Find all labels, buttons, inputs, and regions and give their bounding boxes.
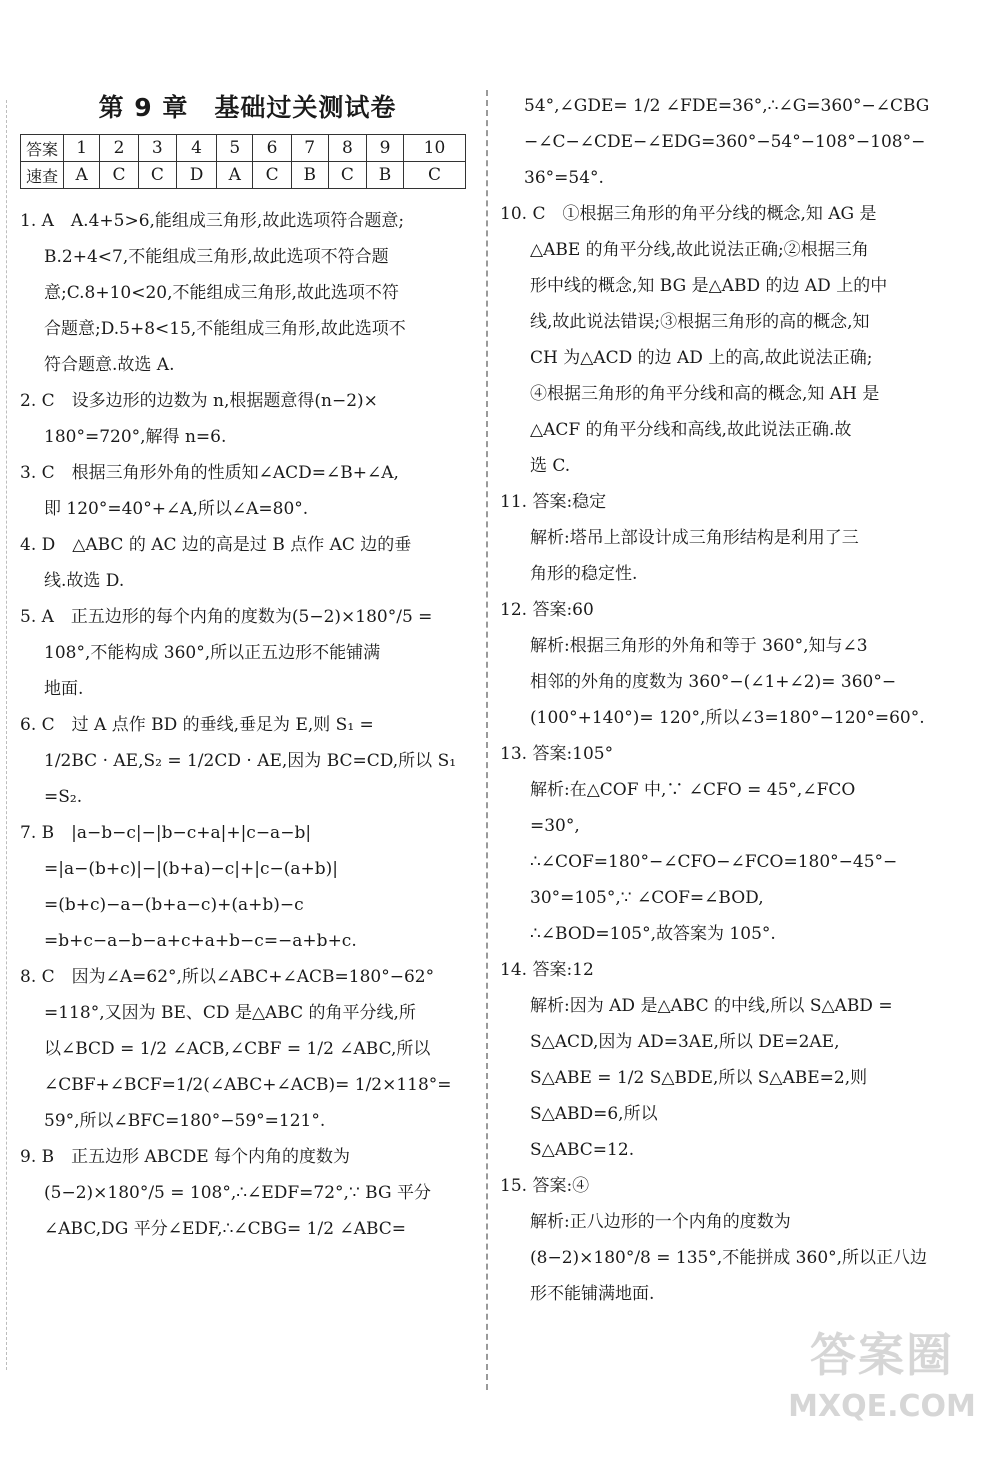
solution-line: 13. 答案:105° bbox=[500, 744, 614, 764]
solution-line: 15. 答案:④ bbox=[500, 1176, 590, 1196]
table-number: 1 bbox=[64, 135, 100, 162]
solution-line: 4. D △ABC 的 AC 边的高是过 B 点作 AC 边的垂 bbox=[20, 535, 412, 555]
solution-line: 合题意;D.5+8<15,不能组成三角形,故此选项不 bbox=[44, 319, 406, 339]
table-number: 6 bbox=[253, 135, 291, 162]
solution-line: 10. C ①根据三角形的角平分线的概念,知 AG 是 bbox=[500, 204, 877, 224]
solution-line: 108°,不能构成 360°,所以正五边形不能铺满 bbox=[44, 643, 381, 663]
solution-line: ∴∠BOD=105°,故答案为 105°. bbox=[530, 924, 776, 944]
solution-line: ∠CBF+∠BCF=1/2(∠ABC+∠ACB)= 1/2×118°= bbox=[44, 1075, 452, 1095]
column-divider bbox=[486, 90, 488, 1390]
solution-line: 1. A A.4+5>6,能组成三角形,故此选项符合题意; bbox=[20, 211, 405, 231]
solution-line: 30°=105°,∵ ∠COF=∠BOD, bbox=[530, 888, 764, 908]
solution-line: 解析:因为 AD 是△ABC 的中线,所以 S△ABD = bbox=[530, 996, 893, 1016]
solution-line: =118°,又因为 BE、CD 是△ABC 的角平分线,所 bbox=[44, 1003, 416, 1023]
solution-line: 解析:塔吊上部设计成三角形结构是利用了三 bbox=[530, 528, 859, 548]
solution-line: 54°,∠GDE= 1/2 ∠FDE=36°,∴∠G=360°−∠CBG bbox=[524, 96, 930, 116]
table-answer: B bbox=[367, 162, 404, 189]
solution-line: 3. C 根据三角形外角的性质知∠ACD=∠B+∠A, bbox=[20, 463, 399, 483]
solution-line: −∠C−∠CDE−∠EDG=360°−54°−108°−108°− bbox=[524, 132, 926, 152]
answer-quick-table bbox=[20, 134, 466, 189]
left-solutions bbox=[20, 203, 475, 1247]
solution-line: S△ABE = 1/2 S△BDE,所以 S△ABE=2,则 S△ABD=6,所以 bbox=[530, 1068, 868, 1124]
solution-line: =(b+c)−a−(b+a−c)+(a+b)−c bbox=[44, 895, 304, 915]
solution-line: △ABE 的角平分线,故此说法正确;②根据三角 bbox=[530, 240, 869, 260]
right-solutions bbox=[500, 88, 950, 1312]
table-number: 3 bbox=[138, 135, 176, 162]
right-column bbox=[500, 88, 950, 1312]
solution-line: =b+c−a−b−a+c+a+b−c=−a+b+c. bbox=[44, 931, 357, 951]
watermark-text: 答案圈 bbox=[810, 1328, 954, 1382]
solution-line: 形不能铺满地面. bbox=[530, 1284, 655, 1304]
solution-line: 以∠BCD = 1/2 ∠ACB,∠CBF = 1/2 ∠ABC,所以 bbox=[44, 1039, 431, 1059]
solution-line: 36°=54°. bbox=[524, 168, 604, 188]
table-number: 8 bbox=[328, 135, 366, 162]
solution-line: △ACF 的角平分线和高线,故此说法正确.故 bbox=[530, 420, 852, 440]
solution-line: 5. A 正五边形的每个内角的度数为(5−2)×180°/5 = bbox=[20, 607, 433, 627]
solution-line: 2. C 设多边形的边数为 n,根据题意得(n−2)× bbox=[20, 391, 378, 411]
solution-line: 180°=720°,解得 n=6. bbox=[44, 427, 227, 447]
solution-line: 6. C 过 A 点作 BD 的垂线,垂足为 E,则 S₁ = bbox=[20, 715, 374, 735]
table-number: 7 bbox=[291, 135, 328, 162]
solution-line: 地面. bbox=[44, 679, 84, 699]
table-answer: C bbox=[328, 162, 366, 189]
watermark-url: MXQE.COM bbox=[788, 1389, 976, 1424]
solution-line: 意;C.8+10<20,不能组成三角形,故此选项不符 bbox=[44, 283, 399, 303]
table-header-quick: 速查 bbox=[21, 162, 64, 189]
table-answer: C bbox=[138, 162, 176, 189]
solution-line: (8−2)×180°/8 = 135°,不能拼成 360°,所以正八边 bbox=[530, 1248, 928, 1268]
table-answer: D bbox=[177, 162, 217, 189]
solution-line: CH 为△ACD 的边 AD 上的高,故此说法正确; bbox=[530, 348, 873, 368]
solution-line: 8. C 因为∠A=62°,所以∠ABC+∠ACB=180°−62° bbox=[20, 967, 435, 987]
table-answer: C bbox=[100, 162, 138, 189]
solution-line: 11. 答案:稳定 bbox=[500, 492, 607, 512]
solution-line: 9. B 正五边形 ABCDE 每个内角的度数为 bbox=[20, 1147, 351, 1167]
page-title: 第 9 章 基础过关测试卷 bbox=[98, 93, 397, 122]
solution-line: 符合题意.故选 A. bbox=[44, 355, 175, 375]
solution-line: =|a−(b+c)|−|(b+a)−c|+|c−(a+b)| bbox=[44, 859, 338, 879]
solution-line: 相邻的外角的度数为 360°−(∠1+∠2)= 360°− bbox=[530, 672, 897, 692]
solution-line: 7. B |a−b−c|−|b−c+a|+|c−a−b| bbox=[20, 823, 312, 843]
solution-line: 解析:正八边形的一个内角的度数为 bbox=[530, 1212, 791, 1232]
left-margin-line bbox=[6, 100, 7, 1370]
solution-line: 即 120°=40°+∠A,所以∠A=80°. bbox=[44, 499, 309, 519]
solution-line: (100°+140°)= 120°,所以∠3=180°−120°=60°. bbox=[530, 708, 925, 728]
solution-line: ④根据三角形的角平分线和高的概念,知 AH 是 bbox=[530, 384, 880, 404]
table-answer: C bbox=[403, 162, 465, 189]
table-answer: A bbox=[64, 162, 100, 189]
table-number: 4 bbox=[177, 135, 217, 162]
watermark-logo bbox=[782, 1323, 982, 1463]
solution-line: 形中线的概念,知 BG 是△ABD 的边 AD 上的中 bbox=[530, 276, 888, 296]
table-number: 10 bbox=[403, 135, 465, 162]
solution-line: (5−2)×180°/5 = 108°,∴∠EDF=72°,∵ BG 平分 bbox=[44, 1183, 431, 1203]
left-column bbox=[20, 82, 475, 1247]
solution-line: S△ACD,因为 AD=3AE,所以 DE=2AE, bbox=[530, 1032, 840, 1052]
solution-line: ∴∠COF=180°−∠CFO−∠FCO=180°−45°− bbox=[530, 852, 898, 872]
solution-line: 59°,所以∠BFC=180°−59°=121°. bbox=[44, 1111, 326, 1131]
table-number: 2 bbox=[100, 135, 138, 162]
table-number: 9 bbox=[367, 135, 404, 162]
table-number: 5 bbox=[217, 135, 253, 162]
solution-line: =S₂. bbox=[44, 787, 83, 807]
solution-line: 线.故选 D. bbox=[44, 571, 125, 591]
solution-line: 解析:根据三角形的外角和等于 360°,知与∠3 bbox=[530, 636, 868, 656]
solution-line: B.2+4<7,不能组成三角形,故此选项不符合题 bbox=[44, 247, 389, 267]
table-answer: C bbox=[253, 162, 291, 189]
solution-line: 12. 答案:60 bbox=[500, 600, 594, 620]
table-answer: A bbox=[217, 162, 253, 189]
solution-line: S△ABC=12. bbox=[530, 1140, 635, 1160]
solution-line: 选 C. bbox=[530, 456, 571, 476]
table-header-answer: 答案 bbox=[21, 135, 64, 162]
solution-line: 14. 答案:12 bbox=[500, 960, 594, 980]
solution-line: 角形的稳定性. bbox=[530, 564, 638, 584]
solution-line: =30°, bbox=[530, 816, 580, 836]
table-answer: B bbox=[291, 162, 328, 189]
solution-line: ∠ABC,DG 平分∠EDF,∴∠CBG= 1/2 ∠ABC= bbox=[44, 1219, 407, 1239]
solution-line: 解析:在△COF 中,∵ ∠CFO = 45°,∠FCO bbox=[530, 780, 856, 800]
solution-line: 线,故此说法错误;③根据三角形的高的概念,知 bbox=[530, 312, 870, 332]
solution-line: 1/2BC · AE,S₂ = 1/2CD · AE,因为 BC=CD,所以 S₁ bbox=[44, 751, 457, 771]
